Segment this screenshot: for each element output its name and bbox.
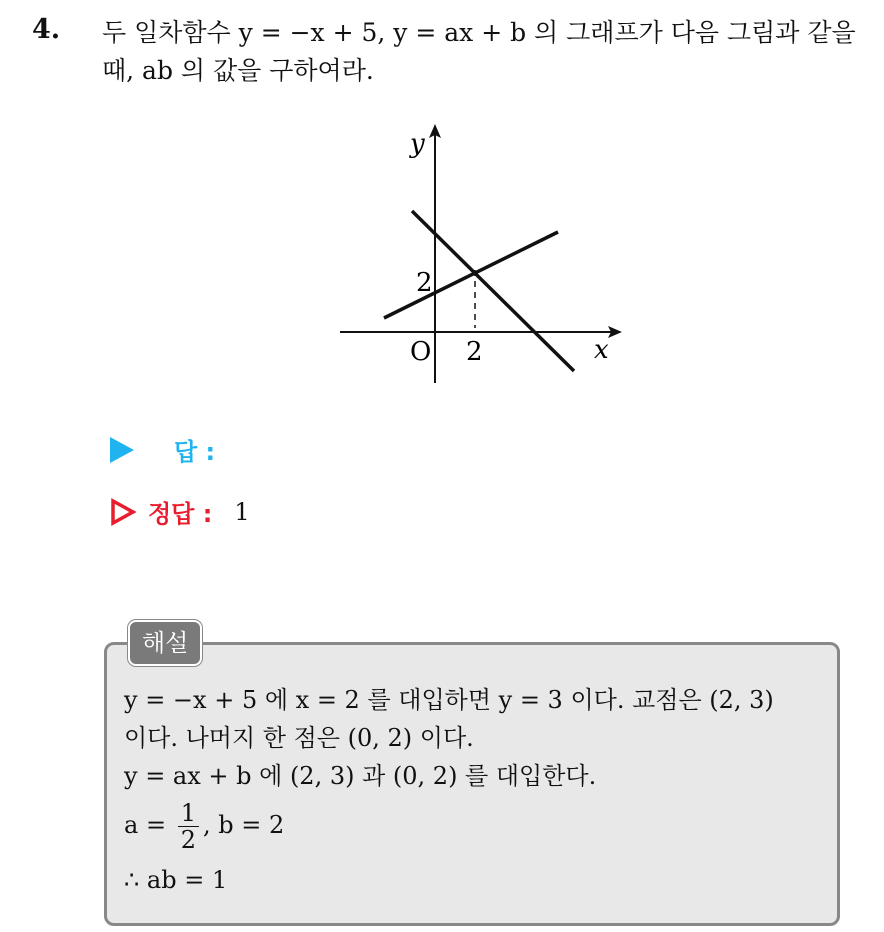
play-arrow-icon [110,437,134,463]
x-axis-label: x [594,335,609,365]
solution-line-5: ∴ ab = 1 [124,866,228,894]
fraction-one-half [178,800,199,853]
correct-answer-label: 정답 : [148,500,213,528]
y-tick-label: 2 [416,268,433,298]
question-text [102,14,872,90]
origin-label: O [410,337,432,367]
answer-label: 답 : [174,438,216,466]
solution-line-4 [124,800,284,853]
line-y-ax-plus-b [384,232,558,318]
question-line-2: 때, ab 의 값을 구하여라. [102,56,374,85]
solution-tag: 해설 [128,620,202,666]
correct-answer-row [110,494,250,529]
answer-row [110,432,215,467]
question-line-1: 두 일차함수 y = −x + 5, y = ax + b 의 그래프가 다음 그림과 같을 [102,18,856,47]
fraction-numerator: 1 [178,800,199,827]
solution-a-prefix: a = [124,811,167,839]
solution-line-1: y = −x + 5 에 x = 2 를 대입하면 y = 3 이다. 교점은 (2, 3) [124,686,774,714]
x-tick-label: 2 [466,337,483,367]
outline-arrow-icon [110,498,136,526]
fraction-denominator: 2 [180,826,196,854]
solution-b-suffix: , b = 2 [202,811,285,839]
y-axis-label: y [410,129,425,159]
question-number: 4. [32,14,61,45]
solution-line-2: 이다. 나머지 한 점은 (0, 2) 이다. [124,724,474,752]
solution-line-3: y = ax + b 에 (2, 3) 과 (0, 2) 를 대입한다. [124,762,597,790]
correct-answer-value: 1 [234,497,250,526]
function-graph [330,118,630,388]
